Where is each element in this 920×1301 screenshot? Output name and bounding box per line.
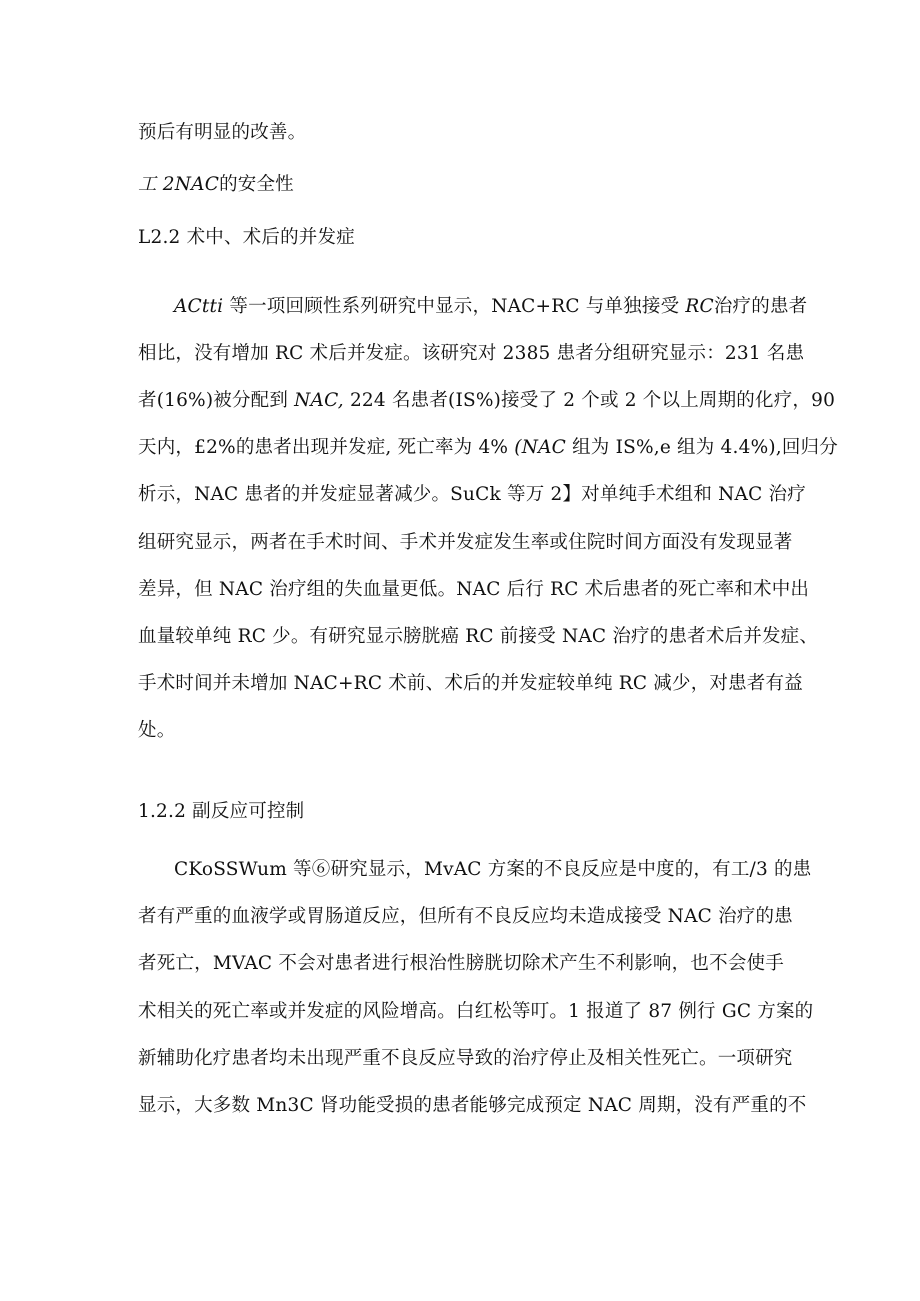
complications-paragraph-line bbox=[174, 295, 808, 319]
side-effects-paragraph-text: 新辅助化疗患者均未出现严重不良反应导致的治疗停止及相关性死亡。一项研究 bbox=[138, 1047, 793, 1069]
complications-paragraph-line bbox=[138, 578, 810, 602]
complications-paragraph-line bbox=[138, 436, 838, 460]
complications-paragraph-text: 相比，没有增加 RC 术后并发症。该研究对 2385 患者分组研究显示：231 名患 bbox=[138, 343, 805, 365]
complications-paragraph-text: NAC, bbox=[294, 390, 344, 412]
side-effects-paragraph-line bbox=[138, 905, 793, 929]
section-heading-1-2-2: 1.2.2 副反应可控制 bbox=[138, 801, 305, 822]
complications-paragraph-text: (NAC bbox=[514, 437, 567, 459]
complications-paragraph-line bbox=[138, 719, 175, 743]
complications-paragraph-text: 224 名患者(IS%)接受了 2 个或 2 个以上周期的化疗，90 bbox=[343, 390, 836, 412]
complications-paragraph-line bbox=[138, 342, 805, 366]
section-heading-1-2-suffix: 的安全性 bbox=[219, 174, 294, 195]
complications-paragraph-line bbox=[138, 483, 806, 507]
side-effects-paragraph-line bbox=[174, 858, 812, 882]
complications-paragraph-line bbox=[138, 389, 836, 413]
side-effects-paragraph-line bbox=[138, 1094, 807, 1118]
side-effects-paragraph-text: 显示，大多数 Mn3C 肾功能受损的患者能够完成预定 NAC 周期，没有严重的不 bbox=[138, 1095, 807, 1116]
side-effects-paragraph-line bbox=[138, 952, 784, 976]
complications-paragraph-text: 析示，NAC 患者的并发症显著减少。SuCk 等万 2】对单纯手术组和 NAC 治疗 bbox=[138, 484, 806, 506]
side-effects-paragraph-line bbox=[138, 1047, 793, 1071]
complications-paragraph-text: RC bbox=[685, 296, 714, 317]
complications-paragraph-line bbox=[138, 625, 819, 649]
complications-paragraph-text: 治疗的患者 bbox=[713, 296, 808, 317]
complications-paragraph-text: 处。 bbox=[138, 719, 176, 741]
complications-paragraph-text: 组为 IS%,e 组为 4.4%),回归分 bbox=[566, 437, 838, 459]
complications-paragraph-line bbox=[138, 531, 793, 555]
side-effects-paragraph-text: 者死亡，MVAC 不会对患者进行根治性膀胱切除术产生不利影响，也不会使手 bbox=[138, 953, 784, 975]
complications-paragraph-text: 差异，但 NAC 治疗组的失血量更低。NAC 后行 RC 术后患者的死亡率和术中出 bbox=[138, 578, 810, 600]
side-effects-paragraph-text: CKoSSWum 等⑥研究显示，MvAC 方案的不良反应是中度的，有工/3 的患 bbox=[174, 859, 812, 880]
side-effects-paragraph-text: 者有严重的血液学或胃肠道反应，但所有不良反应均未造成接受 NAC 治疗的患 bbox=[138, 906, 793, 928]
complications-paragraph-text: 等一项回顾性系列研究中显示，NAC+RC 与单独接受 bbox=[223, 296, 686, 317]
section-heading-1-2-prefix: 工 2NAC bbox=[138, 174, 220, 195]
side-effects-paragraph-text: 术相关的死亡率或并发症的风险增高。白红松等叮。1 报道了 87 例行 GC 方案的 bbox=[138, 1000, 814, 1022]
complications-paragraph-line bbox=[138, 672, 803, 696]
section-heading-1-2 bbox=[138, 173, 294, 197]
intro-tail-line: 预后有明显的改善。 bbox=[138, 122, 307, 143]
section-heading-1-2-1: L2.2 术中、术后的并发症 bbox=[138, 227, 355, 248]
complications-paragraph-text: 天内，£2%的患者出现并发症, 死亡率为 4% bbox=[138, 437, 515, 459]
complications-paragraph-text: ACtti bbox=[174, 296, 224, 317]
complications-paragraph-text: 者(16%)被分配到 bbox=[138, 390, 295, 412]
complications-paragraph-text: 血量较单纯 RC 少。有研究显示膀胱癌 RC 前接受 NAC 治疗的患者术后并发症、 bbox=[138, 625, 819, 647]
complications-paragraph-text: 组研究显示，两者在手术时间、手术并发症发生率或住院时间方面没有发现显著 bbox=[138, 531, 793, 553]
side-effects-paragraph-line bbox=[138, 1000, 814, 1024]
complications-paragraph-text: 手术时间并未增加 NAC+RC 术前、术后的并发症较单纯 RC 减少，对患者有益 bbox=[138, 672, 803, 694]
